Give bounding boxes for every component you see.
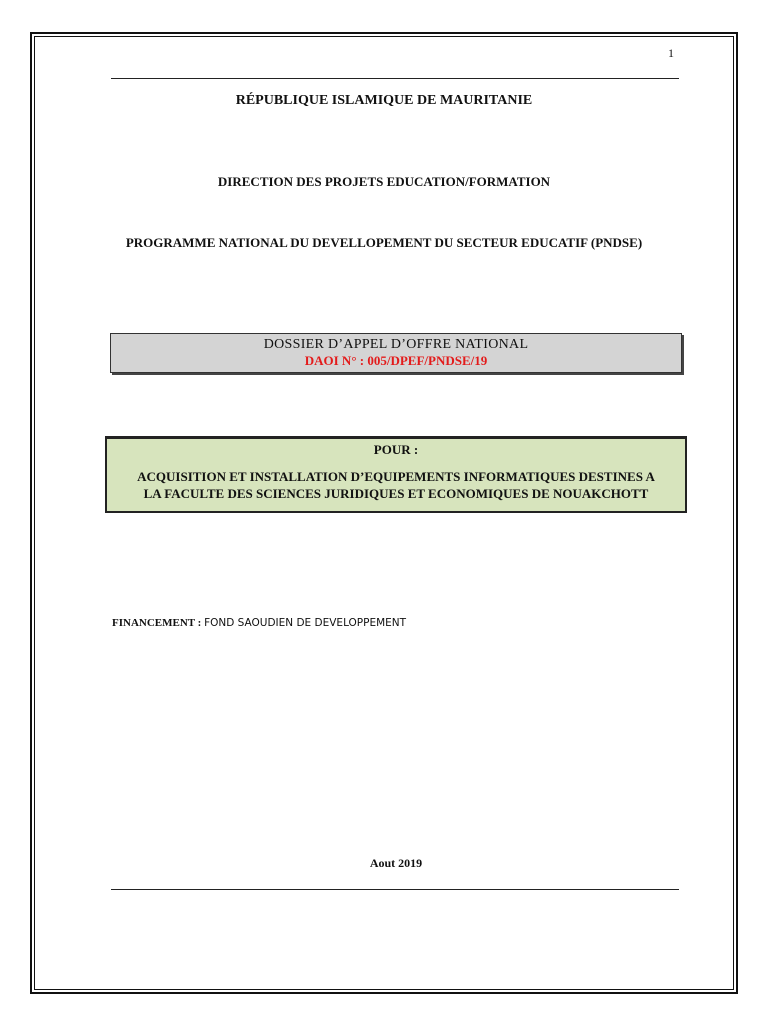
header-rule — [111, 78, 679, 79]
programme-heading: PROGRAMME NATIONAL DU DEVELLOPEMENT DU SECTEUR EDUCATIF (PNDSE) — [125, 235, 643, 250]
daoi-box — [110, 333, 682, 373]
document-date: Aout 2019 — [369, 856, 423, 870]
pour-label: POUR : — [373, 442, 419, 457]
page-number: 1 — [668, 46, 674, 60]
financement-line — [112, 617, 406, 629]
republic-heading: RÉPUBLIQUE ISLAMIQUE DE MAURITANIE — [235, 93, 533, 108]
financement-value: FOND SAOUDIEN DE DEVELOPPEMENT — [204, 617, 407, 629]
pour-box — [105, 436, 687, 513]
direction-heading: DIRECTION DES PROJETS EDUCATION/FORMATION — [217, 174, 551, 189]
daoi-title: DOSSIER D’APPEL D’OFFRE NATIONAL — [263, 337, 529, 352]
financement-label: FINANCEMENT : — [112, 617, 205, 629]
subject-text — [107, 468, 685, 502]
subject-line-2: LA FACULTE DES SCIENCES JURIDIQUES ET ECONOMIQUES DE NOUAKCHOTT — [143, 486, 649, 501]
footer-rule — [111, 889, 679, 890]
daoi-reference: DAOI N° : 005/DPEF/PNDSE/19 — [304, 353, 488, 368]
subject-line-1: ACQUISITION ET INSTALLATION D’EQUIPEMENTS INFORMATIQUES DESTINES A — [137, 469, 655, 484]
